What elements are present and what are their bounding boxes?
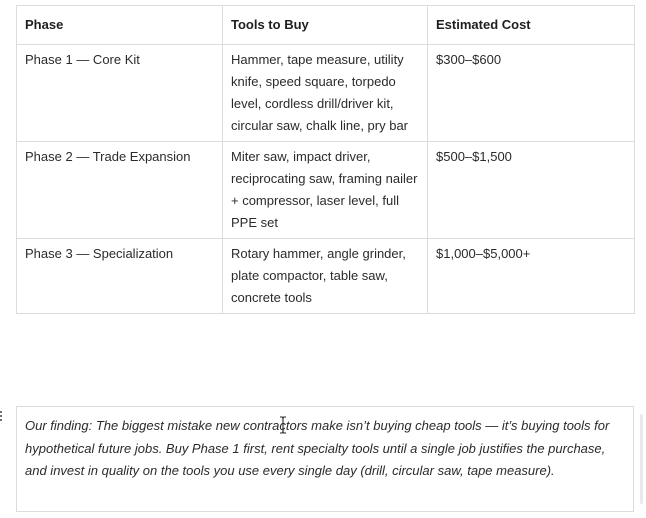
table-row	[17, 142, 635, 239]
header-phase: Phase	[17, 6, 223, 45]
cell-tools: Rotary hammer, angle grinder, plate compactor, table saw, concrete tools	[223, 239, 428, 314]
table-row	[17, 45, 635, 142]
cell-tools: Miter saw, impact driver, reciprocating saw, framing nailer + compressor, laser level, full PPE set	[223, 142, 428, 239]
callout-scrollbar[interactable]	[640, 414, 643, 504]
cell-tools: Hammer, tape measure, utility knife, speed square, torpedo level, cordless drill/driver kit, circular saw, chalk line, pry bar	[223, 45, 428, 142]
header-tools-to-buy: Tools to Buy	[223, 6, 428, 45]
cell-cost: $1,000–$5,000+	[428, 239, 635, 314]
cell-phase: Phase 2 — Trade Expansion	[17, 142, 223, 239]
callout-text: Our finding: The biggest mistake new contractors make isn’t buying cheap tools — it’s buying tools for hypothetical future jobs. Buy Phase 1 first, rent specialty tools until a single job justifies the purchase, and invest in quality on the tools you use every single day (drill, circular saw, tape measure).	[25, 418, 610, 478]
cell-cost: $500–$1,500	[428, 142, 635, 239]
tool-phases-table	[16, 5, 635, 314]
header-estimated-cost: Estimated Cost	[428, 6, 635, 45]
cell-phase: Phase 3 — Specialization	[17, 239, 223, 314]
drag-handle-icon[interactable]	[0, 411, 4, 425]
finding-callout[interactable]	[16, 406, 634, 512]
cell-phase: Phase 1 — Core Kit	[17, 45, 223, 142]
text-cursor-icon	[279, 416, 287, 434]
table-header-row	[17, 6, 635, 45]
table-row	[17, 239, 635, 314]
cell-cost: $300–$600	[428, 45, 635, 142]
